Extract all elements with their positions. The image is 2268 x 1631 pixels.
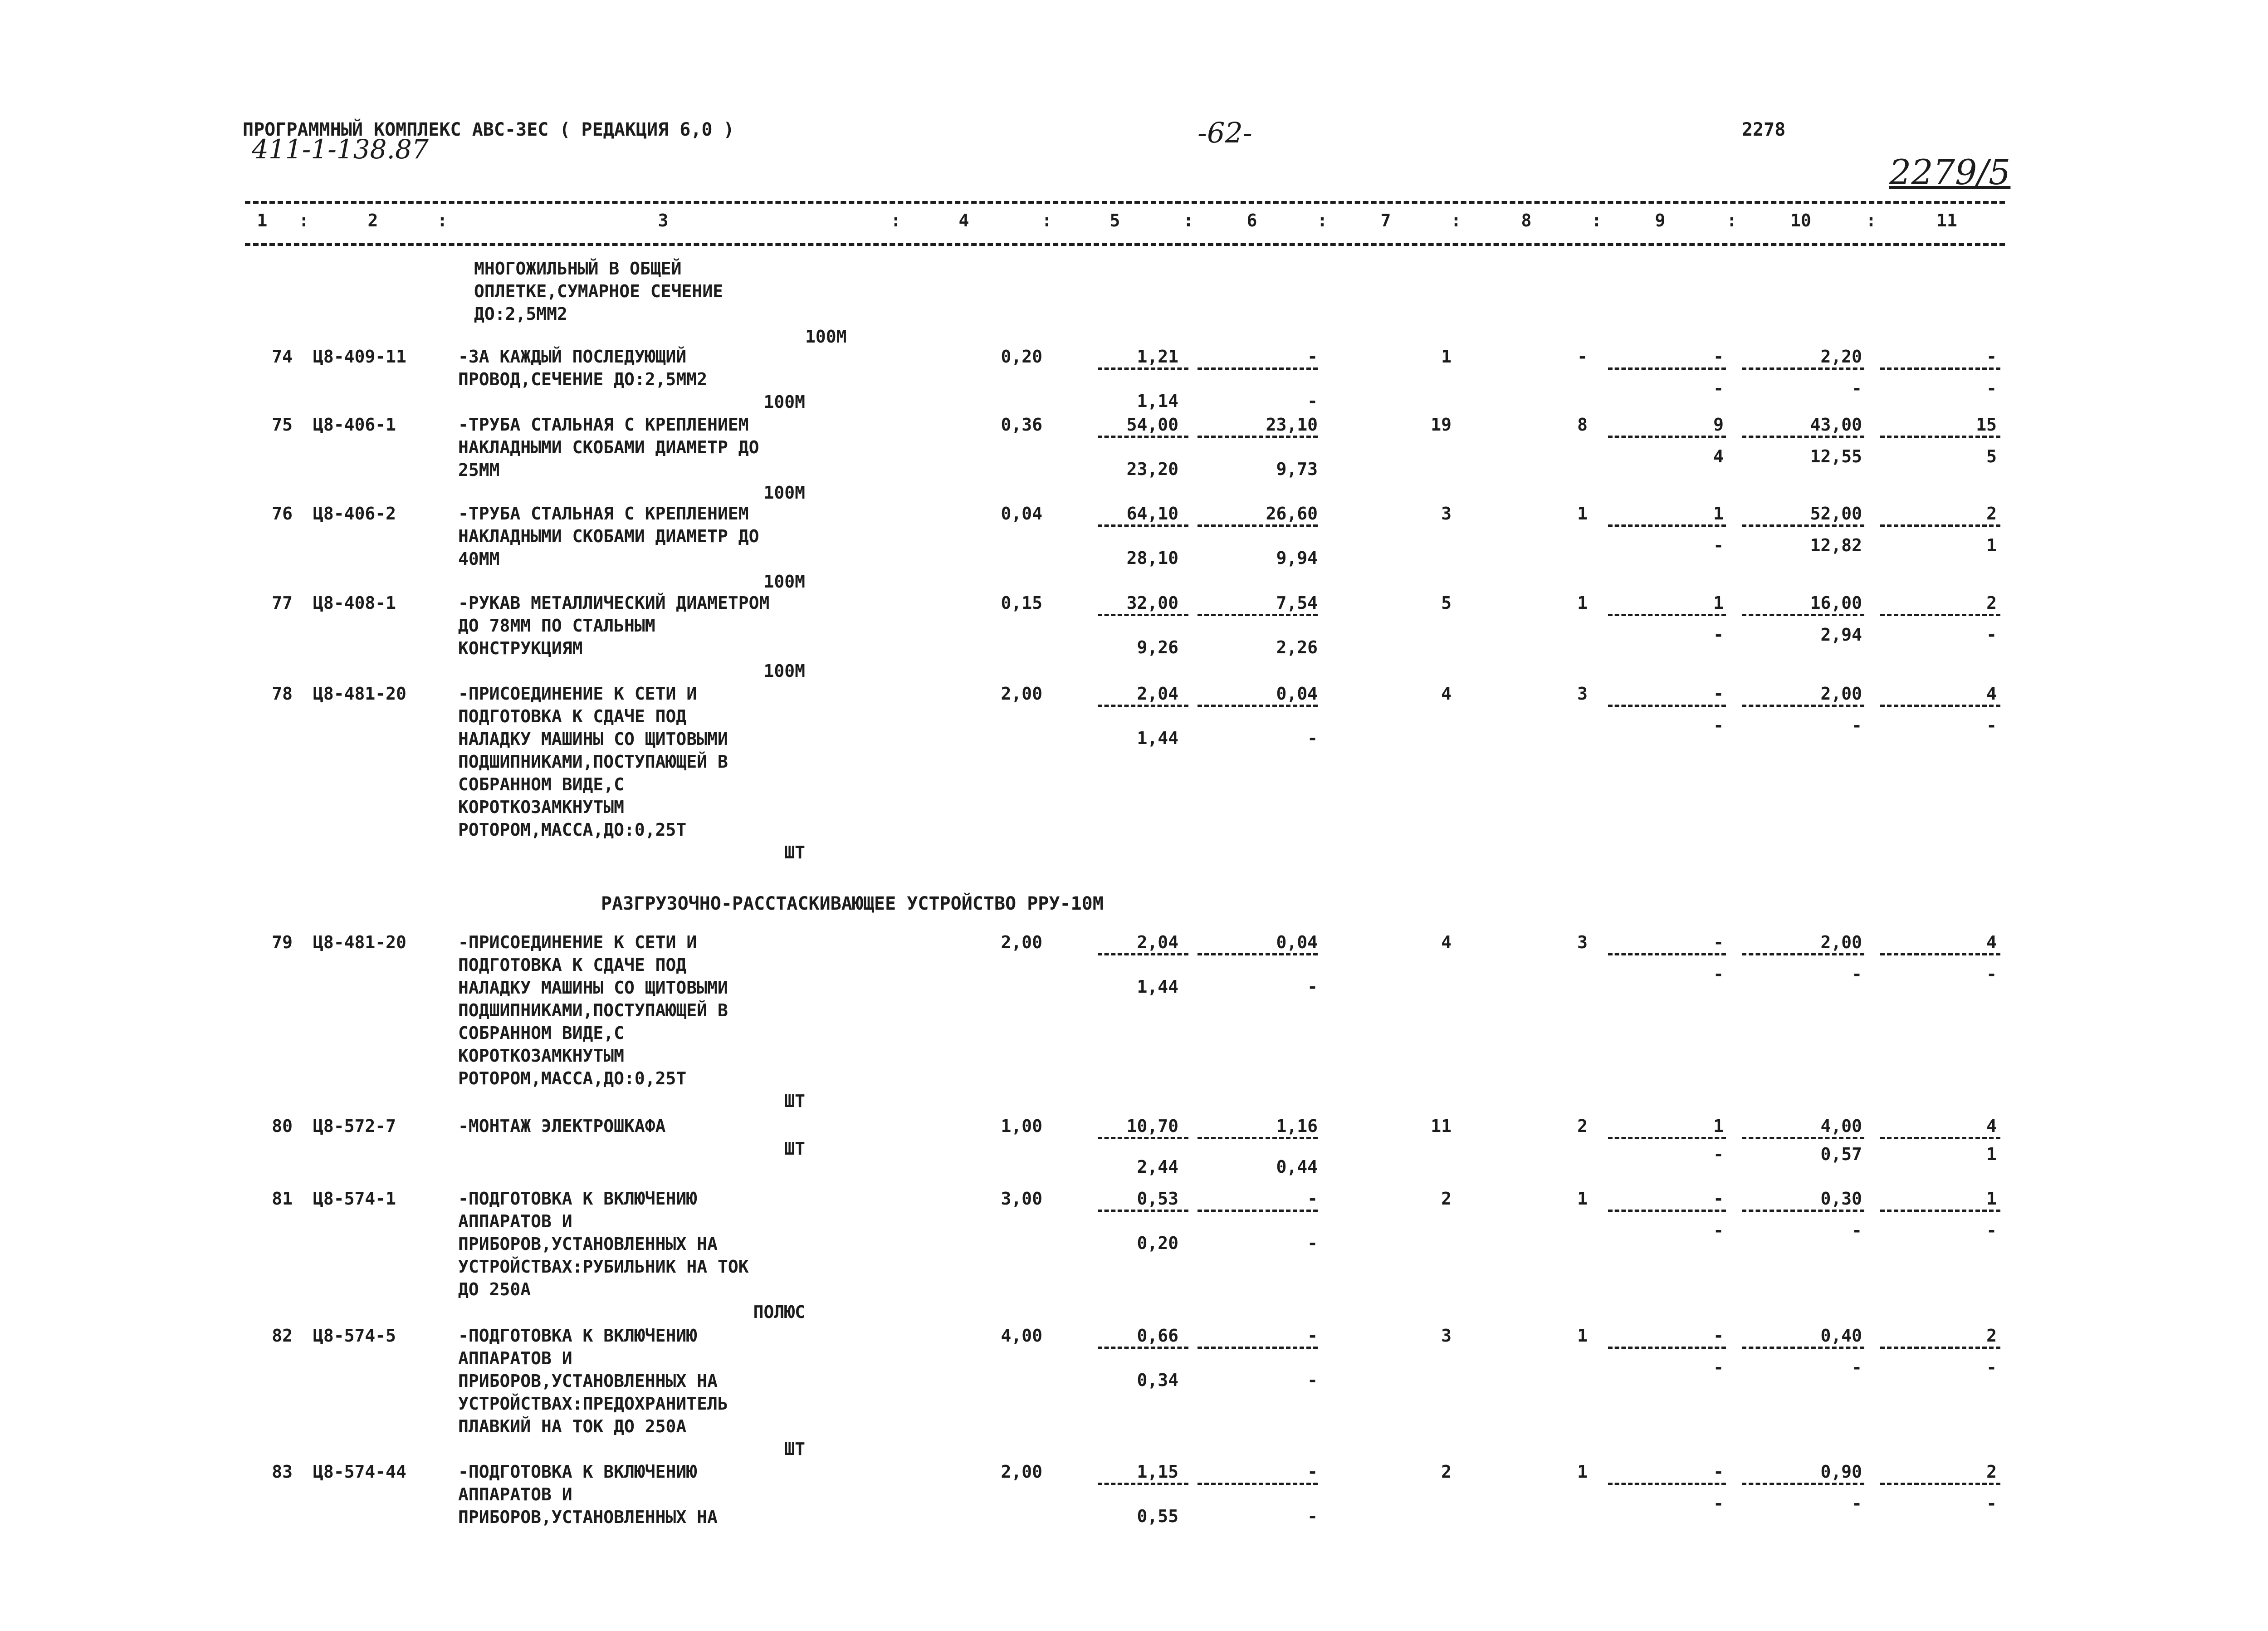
row-number: 74 [272,347,293,367]
cell-divider [1608,1347,1726,1349]
cell-divider [1198,1483,1318,1485]
cell-col5-top: 54,00 [1126,415,1178,435]
row-description: ПРОВОД,СЕЧЕНИЕ ДО:2,5ММ2 [458,369,708,389]
cell-divider [1198,1210,1318,1212]
row-description: -ПРИСОЕДИНЕНИЕ К СЕТИ И [458,932,697,952]
row-number: 76 [272,504,293,524]
column-separator: : [1183,211,1194,230]
row-code: Ц8-406-2 [313,504,396,524]
row-description: -ПРИСОЕДИНЕНИЕ К СЕТИ И [458,684,697,704]
cell-col10-bottom: - [1852,715,1862,735]
cell-col5-top: 2,04 [1137,684,1178,704]
cell-divider [1608,436,1726,438]
cell-col4: 2,00 [1001,1462,1042,1482]
cell-col6-top: - [1307,1189,1318,1209]
continuation-line: ДО:2,5ММ2 [474,304,567,324]
row-number: 77 [272,593,293,613]
cell-divider [1742,1210,1864,1212]
cell-col5-bottom: 2,44 [1137,1157,1178,1177]
cell-col11-bottom: - [1986,1494,1997,1513]
cell-col9-bottom: - [1713,1220,1724,1240]
row-number: 80 [272,1116,293,1136]
cell-col6-top: - [1307,347,1318,367]
cell-col6-top: 7,54 [1276,593,1318,613]
row-description: АППАРАТОВ И [458,1348,572,1368]
cell-col6-top: 1,16 [1276,1116,1318,1136]
row-code: Ц8-481-20 [313,684,406,704]
cell-col8: 8 [1577,415,1588,435]
cell-col11-top: 15 [1976,415,1997,435]
row-description: -ПОДГОТОВКА К ВКЛЮЧЕНИЮ [458,1462,697,1482]
column-separator: : [1591,211,1602,230]
cell-col11-bottom: - [1986,1220,1997,1240]
cell-col7: 11 [1431,1116,1452,1136]
row-description: АППАРАТОВ И [458,1484,572,1504]
cell-col4: 3,00 [1001,1189,1042,1209]
cell-col9-bottom: - [1713,1144,1724,1164]
row-description: РОТОРОМ,МАССА,ДО:0,25Т [458,820,687,840]
page-number: -62- [1198,116,1252,149]
cell-divider [1098,953,1188,955]
cell-col10-top: 4,00 [1820,1116,1862,1136]
cell-divider [1608,367,1726,370]
column-header-11: 11 [1936,211,1957,230]
cell-col5-bottom: 0,20 [1137,1233,1178,1253]
cell-col7: 4 [1441,684,1452,704]
cell-col6-top: 0,04 [1276,932,1318,952]
cell-col7: 19 [1431,415,1452,435]
cell-col11-top: 2 [1986,593,1997,613]
cell-col9-top: - [1713,1189,1724,1209]
unit-label: 100М [805,327,847,347]
cell-divider [1098,1483,1188,1485]
cell-divider [1742,1137,1864,1139]
row-unit: ШТ [784,1091,805,1111]
cell-col6-bottom: 0,44 [1276,1157,1318,1177]
cell-col9-bottom: - [1713,1494,1724,1513]
cell-col10-top: 16,00 [1810,593,1862,613]
row-description: РОТОРОМ,МАССА,ДО:0,25Т [458,1068,687,1088]
continuation-line: ОПЛЕТКЕ,СУМАРНОЕ СЕЧЕНИЕ [474,281,723,301]
continuation-line: МНОГОЖИЛЬНЫЙ В ОБЩЕЙ [474,259,682,279]
cell-col5-bottom: 28,10 [1126,548,1178,568]
cell-col9-top: 1 [1713,504,1724,524]
cell-divider [1098,367,1188,370]
row-description: -РУКАВ МЕТАЛЛИЧЕСКИЙ ДИАМЕТРОМ [458,593,770,613]
cell-col10-bottom: - [1852,1357,1862,1377]
cell-col9-top: - [1713,932,1724,952]
row-description: АППАРАТОВ И [458,1211,572,1231]
cell-col9-top: - [1713,347,1724,367]
row-description: 25ММ [458,460,500,480]
cell-divider [1880,436,2000,438]
row-code: Ц8-572-7 [313,1116,396,1136]
cell-col8: - [1577,347,1588,367]
cell-col5-top: 10,70 [1126,1116,1178,1136]
cell-divider [1098,1347,1188,1349]
cell-col5-bottom: 1,14 [1137,391,1178,411]
cell-col5-bottom: 0,34 [1137,1370,1178,1390]
cell-divider [1098,614,1188,616]
cell-col11-bottom: 1 [1986,1144,1997,1164]
cell-col11-top: 2 [1986,1326,1997,1346]
cell-divider [1880,1483,2000,1485]
row-number: 82 [272,1326,293,1346]
cell-col8: 1 [1577,1462,1588,1482]
column-header-2: 2 [367,211,378,230]
cell-col7: 1 [1441,347,1452,367]
row-unit: ПОЛЮС [753,1302,805,1322]
cell-col6-bottom: 9,94 [1276,548,1318,568]
cell-divider [1742,705,1864,707]
cell-col11-bottom: 1 [1986,535,1997,555]
row-code: Ц8-408-1 [313,593,396,613]
column-header-1: 1 [257,211,268,230]
row-code: Ц8-574-5 [313,1326,396,1346]
cell-col5-bottom: 1,44 [1137,977,1178,997]
cell-divider [1198,614,1318,616]
row-unit: 100М [763,392,805,412]
cell-col9-top: - [1713,1326,1724,1346]
cell-divider [1742,614,1864,616]
cell-divider [1198,524,1318,527]
cell-col9-bottom: 4 [1713,446,1724,466]
cell-col7: 2 [1441,1462,1452,1482]
row-unit: 100М [763,661,805,681]
row-description: -ТРУБА СТАЛЬНАЯ С КРЕПЛЕНИЕМ [458,504,749,524]
cell-col9-bottom: - [1713,535,1724,555]
column-separator: : [298,211,309,230]
program-header: ПРОГРАММНЫЙ КОМПЛЕКС АВС-3ЕС ( РЕДАКЦИЯ 6,0 ) [243,119,734,140]
cell-col5-top: 0,53 [1137,1189,1178,1209]
cell-divider [1880,1210,2000,1212]
cell-divider [1880,524,2000,527]
handwritten-sheet-number: 2279/5 [1889,152,2011,192]
row-description: ПРИБОРОВ,УСТАНОВЛЕННЫХ НА [458,1507,718,1527]
column-header-5: 5 [1110,211,1120,230]
cell-divider [1880,1347,2000,1349]
cell-divider [1608,1483,1726,1485]
cell-divider [1880,1137,2000,1139]
cell-divider [1608,1210,1726,1212]
cell-col9-top: - [1713,684,1724,704]
cell-col9-top: 1 [1713,1116,1724,1136]
cell-divider [1880,953,2000,955]
cell-col7: 4 [1441,932,1452,952]
row-description: -ПОДГОТОВКА К ВКЛЮЧЕНИЮ [458,1326,697,1346]
row-description: УСТРОЙСТВАХ:ПРЕДОХРАНИТЕЛЬ [458,1394,728,1414]
cell-col6-bottom: - [1307,1370,1318,1390]
cell-col9-bottom: - [1713,625,1724,645]
section-title: РАЗГРУЗОЧНО-РАССТАСКИВАЮЩЕЕ УСТРОЙСТВО РРУ-10М [601,893,1104,914]
cell-divider [1742,953,1864,955]
cell-col6-bottom: - [1307,728,1318,748]
cell-divider [1098,436,1188,438]
cell-col11-bottom: - [1986,964,1997,984]
cell-col10-bottom: 12,55 [1810,446,1862,466]
cell-col11-bottom: 5 [1986,446,1997,466]
cell-col6-top: - [1307,1462,1318,1482]
cell-divider [1198,367,1318,370]
cell-col4: 2,00 [1001,932,1042,952]
row-description: ДО 250А [458,1279,531,1299]
row-code: Ц8-574-1 [313,1189,396,1209]
column-separator: : [1041,211,1052,230]
cell-col5-top: 1,21 [1137,347,1178,367]
row-description: ПОДГОТОВКА К СДАЧЕ ПОД [458,706,687,726]
column-separator: : [1451,211,1461,230]
cell-divider [1742,524,1864,527]
cell-col10-top: 0,40 [1820,1326,1862,1346]
row-code: Ц8-574-44 [313,1462,406,1482]
column-header-8: 8 [1521,211,1532,230]
column-header-3: 3 [658,211,669,230]
cell-col9-bottom: - [1713,715,1724,735]
row-description: КОРОТКОЗАМКНУТЫМ [458,797,625,817]
cell-divider [1608,1137,1726,1139]
row-description: ПОДШИПНИКАМИ,ПОСТУПАЮЩЕЙ В [458,1000,728,1020]
cell-col10-top: 2,00 [1820,684,1862,704]
row-description: ПОДШИПНИКАМИ,ПОСТУПАЮЩЕЙ В [458,752,728,772]
cell-divider [1742,1347,1864,1349]
cell-col11-top: 4 [1986,684,1997,704]
cell-col11-top: 2 [1986,1462,1997,1482]
cell-divider [1198,436,1318,438]
cell-col10-top: 2,20 [1820,347,1862,367]
cell-col5-top: 64,10 [1126,504,1178,524]
cell-col10-bottom: - [1852,378,1862,398]
cell-divider [1742,1483,1864,1485]
cell-col8: 3 [1577,684,1588,704]
cell-col5-top: 1,15 [1137,1462,1178,1482]
cell-col7: 3 [1441,1326,1452,1346]
cell-col8: 1 [1577,593,1588,613]
row-code: Ц8-409-11 [313,347,406,367]
cell-col9-bottom: - [1713,378,1724,398]
cell-col9-bottom: - [1713,964,1724,984]
cell-col10-bottom: - [1852,964,1862,984]
cell-divider [1880,614,2000,616]
cell-col10-top: 43,00 [1810,415,1862,435]
cell-col10-bottom: - [1852,1220,1862,1240]
cell-col11-top: 4 [1986,932,1997,952]
cell-col11-top: 2 [1986,504,1997,524]
cell-divider [1742,367,1864,370]
row-number: 75 [272,415,293,435]
row-description: НАЛАДКУ МАШИНЫ СО ЩИТОВЫМИ [458,978,728,998]
row-code: Ц8-481-20 [313,932,406,952]
cell-col8: 1 [1577,1326,1588,1346]
row-description: ПРИБОРОВ,УСТАНОВЛЕННЫХ НА [458,1371,718,1391]
cell-col9-top: - [1713,1462,1724,1482]
row-description: КОНСТРУКЦИЯМ [458,638,583,658]
row-description: -ЗА КАЖДЫЙ ПОСЛЕДУЮЩИЙ [458,347,687,367]
row-unit: 100М [763,572,805,592]
column-header-10: 10 [1790,211,1811,230]
cell-col5-bottom: 9,26 [1137,637,1178,657]
column-separator: : [1726,211,1737,230]
row-description: НАКЛАДНЫМИ СКОБАМИ ДИАМЕТР ДО [458,526,759,546]
cell-col10-top: 0,90 [1820,1462,1862,1482]
cell-col5-top: 2,04 [1137,932,1178,952]
cell-col10-top: 52,00 [1810,504,1862,524]
header-top-rule [245,201,2005,204]
cell-col11-bottom: - [1986,378,1997,398]
cell-divider [1608,705,1726,707]
cell-col4: 0,36 [1001,415,1042,435]
column-header-4: 4 [958,211,969,230]
row-unit: ШТ [784,1439,805,1459]
row-description: -МОНТАЖ ЭЛЕКТРОШКАФА [458,1116,666,1136]
cell-col4: 0,15 [1001,593,1042,613]
cell-col8: 1 [1577,1189,1588,1209]
cell-divider [1098,705,1188,707]
header-bottom-rule [245,243,2005,246]
cell-divider [1198,1347,1318,1349]
cell-col7: 3 [1441,504,1452,524]
column-header-7: 7 [1380,211,1391,230]
cell-divider [1608,953,1726,955]
column-header-9: 9 [1655,211,1666,230]
row-number: 78 [272,684,293,704]
row-unit: ШТ [784,842,805,862]
cell-divider [1098,1137,1188,1139]
cell-col6-top: 26,60 [1266,504,1318,524]
cell-col11-bottom: - [1986,1357,1997,1377]
row-number: 83 [272,1462,293,1482]
row-description: КОРОТКОЗАМКНУТЫМ [458,1046,625,1066]
cell-col5-bottom: 23,20 [1126,459,1178,479]
column-separator: : [1317,211,1328,230]
cell-col5-top: 0,66 [1137,1326,1178,1346]
sheet-number: 2278 [1742,119,1786,140]
cell-col6-bottom: 2,26 [1276,637,1318,657]
row-description: -ПОДГОТОВКА К ВКЛЮЧЕНИЮ [458,1189,697,1209]
cell-col6-bottom: 9,73 [1276,459,1318,479]
cell-divider [1880,705,2000,707]
column-separator: : [1866,211,1877,230]
cell-divider [1198,953,1318,955]
cell-col5-bottom: 1,44 [1137,728,1178,748]
column-separator: : [890,211,901,230]
cell-col6-top: 0,04 [1276,684,1318,704]
cell-divider [1608,614,1726,616]
cell-col10-bottom: 2,94 [1820,625,1862,645]
cell-col6-bottom: - [1307,1506,1318,1526]
row-description: НАКЛАДНЫМИ СКОБАМИ ДИАМЕТР ДО [458,437,759,457]
cell-col9-top: 1 [1713,593,1724,613]
cell-col7: 5 [1441,593,1452,613]
cell-col11-top: - [1986,347,1997,367]
cell-col8: 1 [1577,504,1588,524]
row-description: ПОДГОТОВКА К СДАЧЕ ПОД [458,955,687,975]
cell-col8: 3 [1577,932,1588,952]
row-code: Ц8-406-1 [313,415,396,435]
row-description: 40ММ [458,549,500,569]
cell-col4: 0,04 [1001,504,1042,524]
cell-col11-bottom: - [1986,625,1997,645]
row-unit: ШТ [784,1139,805,1159]
cell-divider [1880,367,2000,370]
cell-col10-bottom: 12,82 [1810,535,1862,555]
row-description: ПЛАВКИЙ НА ТОК ДО 250А [458,1416,687,1436]
cell-divider [1198,1137,1318,1139]
cell-col10-top: 0,30 [1820,1189,1862,1209]
cell-col10-bottom: - [1852,1494,1862,1513]
cell-col11-top: 4 [1986,1116,1997,1136]
row-description: ПРИБОРОВ,УСТАНОВЛЕННЫХ НА [458,1234,718,1254]
cell-col10-bottom: 0,57 [1820,1144,1862,1164]
row-unit: 100М [763,483,805,503]
cell-col4: 0,20 [1001,347,1042,367]
row-description: УСТРОЙСТВАХ:РУБИЛЬНИК НА ТОК [458,1257,749,1277]
cell-col6-bottom: - [1307,977,1318,997]
cell-col6-top: - [1307,1326,1318,1346]
cell-col5-top: 32,00 [1126,593,1178,613]
cell-divider [1198,705,1318,707]
cell-divider [1608,524,1726,527]
row-description: -ТРУБА СТАЛЬНАЯ С КРЕПЛЕНИЕМ [458,415,749,435]
column-header-6: 6 [1246,211,1257,230]
cell-col11-top: 1 [1986,1189,1997,1209]
cell-col9-bottom: - [1713,1357,1724,1377]
cell-divider [1098,524,1188,527]
cell-col5-bottom: 0,55 [1137,1506,1178,1526]
cell-col6-bottom: - [1307,391,1318,411]
cell-col9-top: 9 [1713,415,1724,435]
cell-col4: 2,00 [1001,684,1042,704]
cell-col6-top: 23,10 [1266,415,1318,435]
cell-divider [1742,436,1864,438]
cell-col7: 2 [1441,1189,1452,1209]
row-number: 81 [272,1189,293,1209]
cell-col10-top: 2,00 [1820,932,1862,952]
cell-col6-bottom: - [1307,1233,1318,1253]
cell-col8: 2 [1577,1116,1588,1136]
row-description: ДО 78ММ ПО СТАЛЬНЫМ [458,616,655,636]
cell-col4: 1,00 [1001,1116,1042,1136]
document-code: 411-1-138.87 [252,134,429,165]
row-description: НАЛАДКУ МАШИНЫ СО ЩИТОВЫМИ [458,729,728,749]
column-separator: : [437,211,448,230]
row-number: 79 [272,932,293,952]
cell-divider [1098,1210,1188,1212]
cell-col4: 4,00 [1001,1326,1042,1346]
row-description: СОБРАННОМ ВИДЕ,С [458,1023,625,1043]
cell-col11-bottom: - [1986,715,1997,735]
row-description: СОБРАННОМ ВИДЕ,С [458,774,625,794]
